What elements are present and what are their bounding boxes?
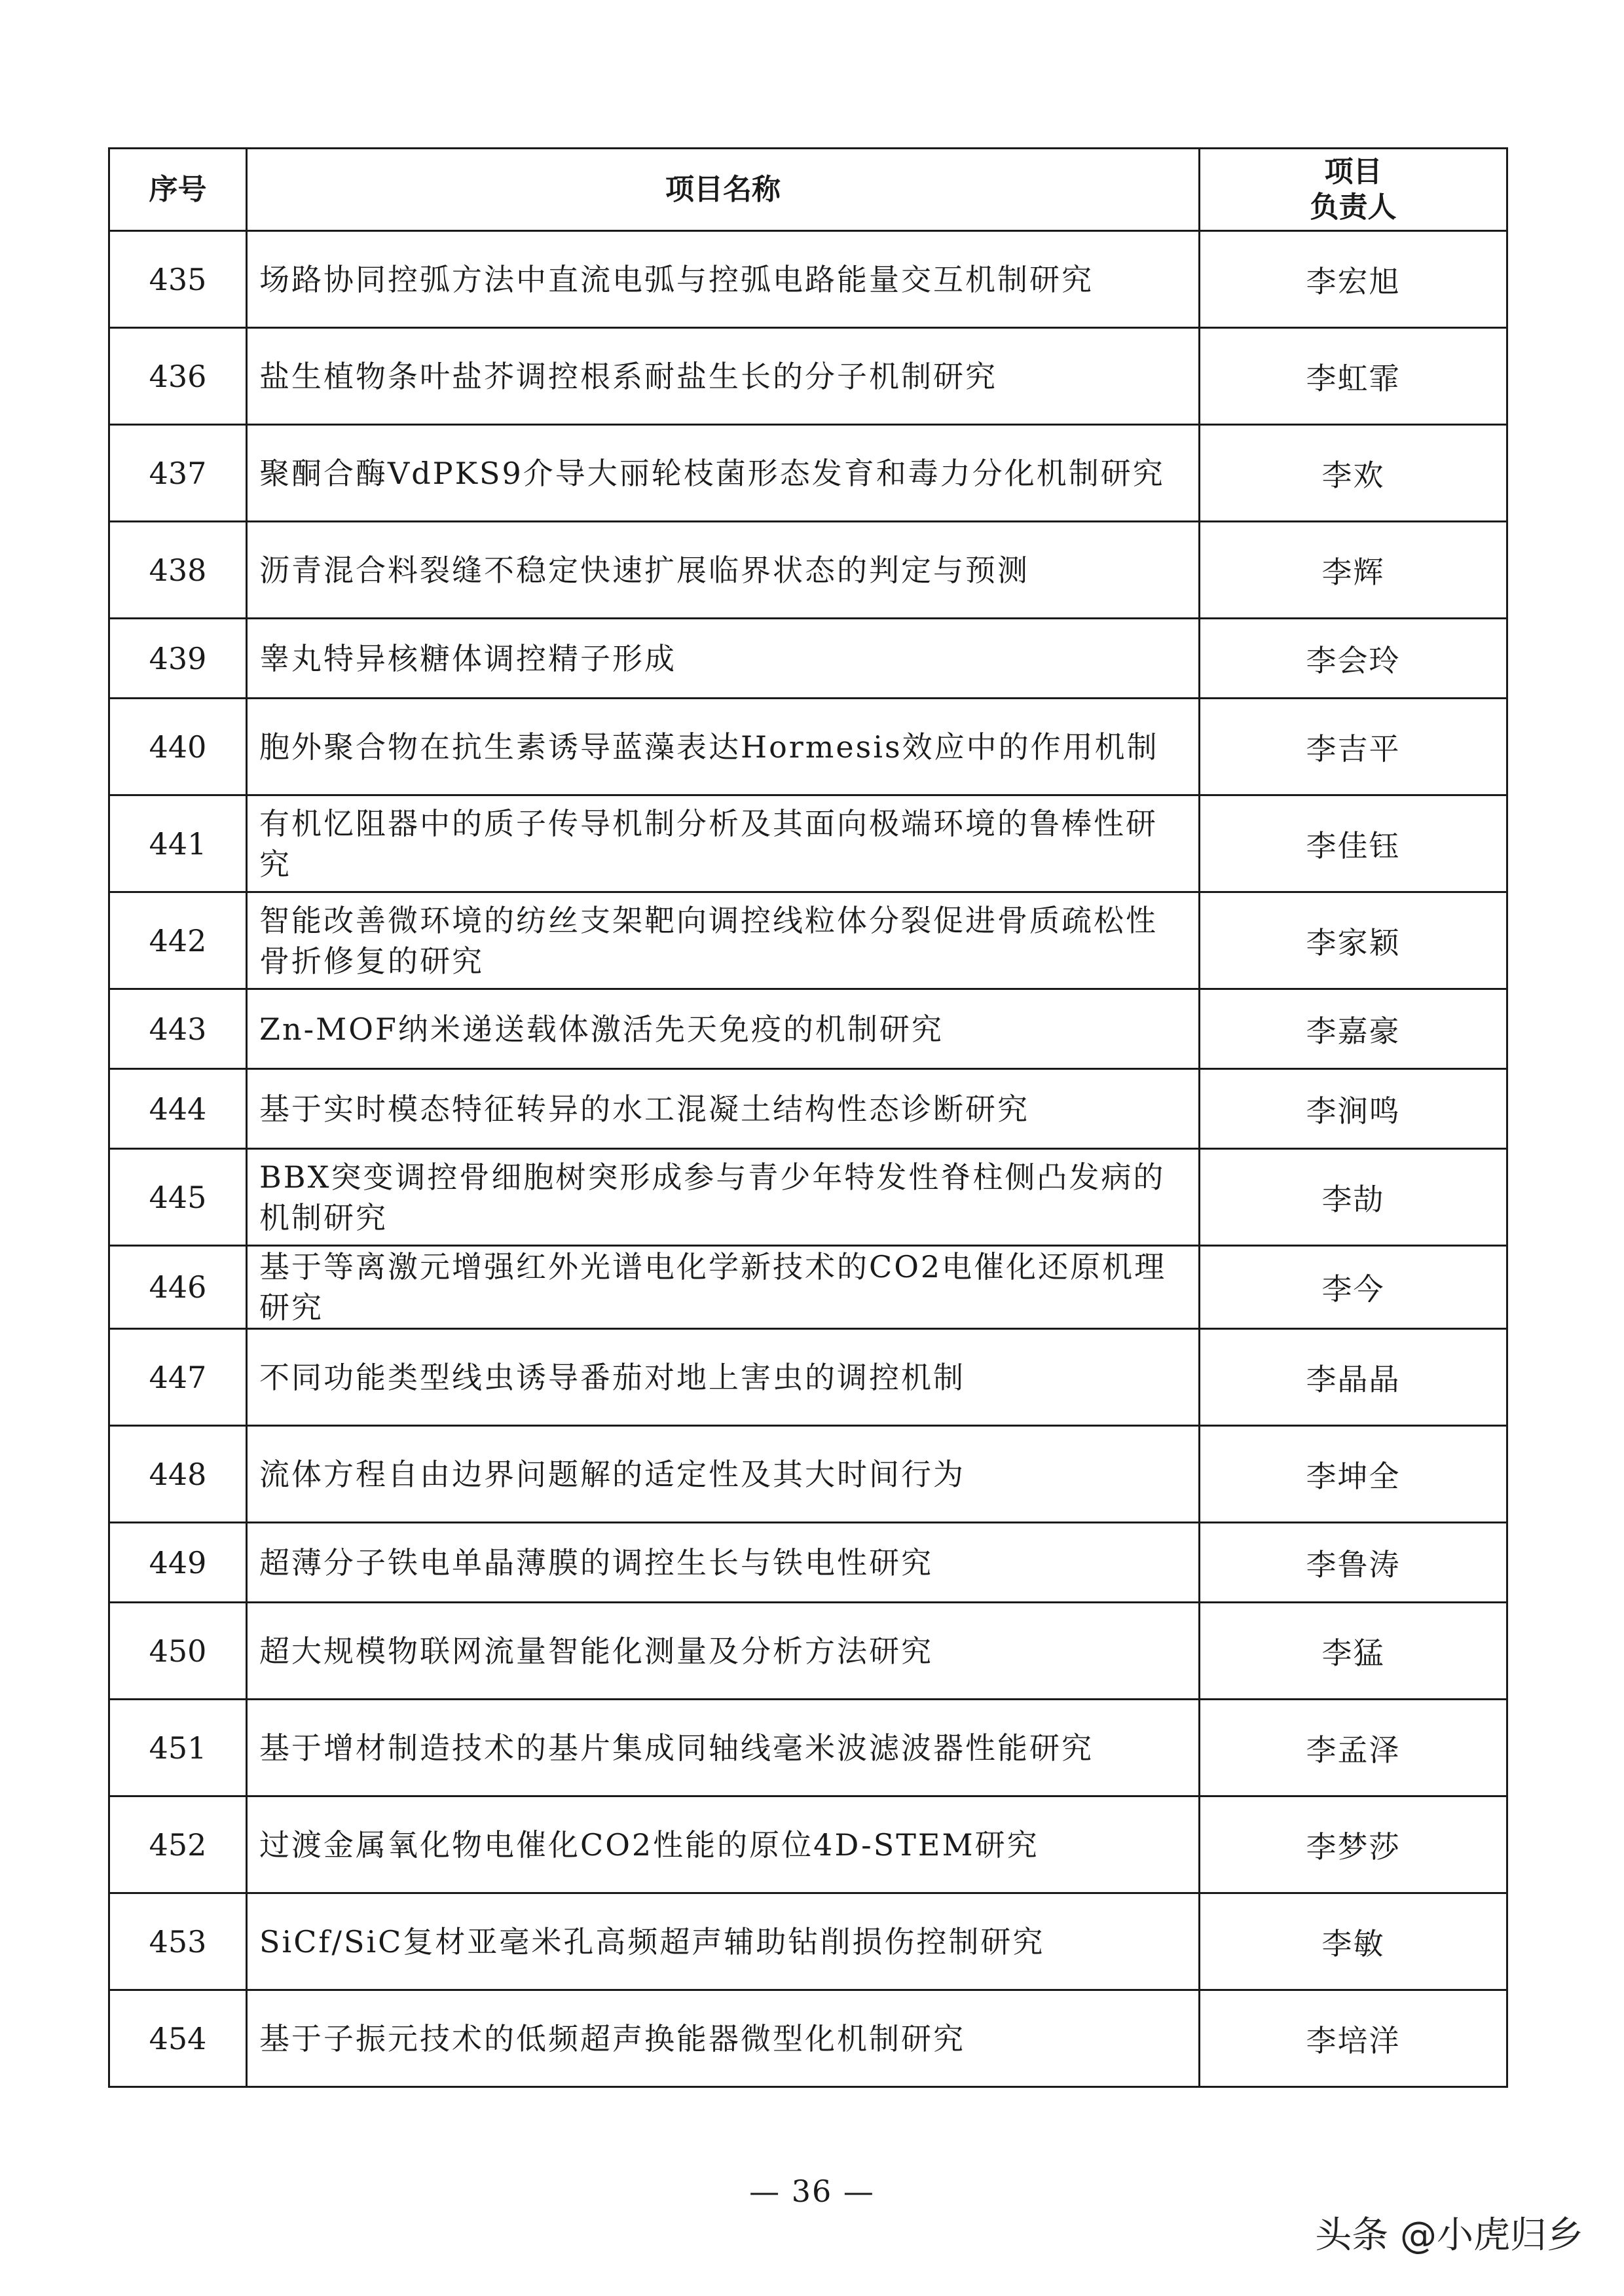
project-name: 胞外聚合物在抗生素诱导蓝藻表达Hormesis效应中的作用机制 [247, 699, 1200, 795]
project-lead: 李敏 [1200, 1893, 1507, 1990]
row-number: 449 [109, 1523, 247, 1603]
header-lead [1200, 149, 1507, 231]
project-name: 聚酮合酶VdPKS9介导大丽轮枝菌形态发育和毒力分化机制研究 [247, 425, 1200, 522]
table-row [109, 1603, 1507, 1700]
project-name: 盐生植物条叶盐芥调控根系耐盐生长的分子机制研究 [247, 328, 1200, 425]
table-row [109, 1990, 1507, 2087]
table-row [109, 425, 1507, 522]
row-number: 444 [109, 1069, 247, 1149]
project-lead: 李嘉豪 [1200, 989, 1507, 1069]
project-name: 智能改善微环境的纺丝支架靶向调控线粒体分裂促进骨质疏松性骨折修复的研究 [247, 892, 1200, 989]
table-row [109, 892, 1507, 989]
project-lead: 李劼 [1200, 1149, 1507, 1246]
project-lead: 李坤全 [1200, 1426, 1507, 1523]
row-number: 443 [109, 989, 247, 1069]
header-name: 项目名称 [247, 149, 1200, 231]
project-name: 沥青混合料裂缝不稳定快速扩展临界状态的判定与预测 [247, 522, 1200, 619]
project-name: 基于子振元技术的低频超声换能器微型化机制研究 [247, 1990, 1200, 2087]
row-number: 445 [109, 1149, 247, 1246]
project-name: 超大规模物联网流量智能化测量及分析方法研究 [247, 1603, 1200, 1700]
project-name: 睾丸特异核糖体调控精子形成 [247, 619, 1200, 699]
project-lead: 李虹霏 [1200, 328, 1507, 425]
project-name: Zn-MOF纳米递送载体激活先天免疫的机制研究 [247, 989, 1200, 1069]
project-lead: 李会玲 [1200, 619, 1507, 699]
row-number: 450 [109, 1603, 247, 1700]
row-number: 447 [109, 1329, 247, 1426]
header-lead-line1: 项目 [1324, 155, 1382, 189]
table-row [109, 1796, 1507, 1893]
table-row [109, 1893, 1507, 1990]
table-row [109, 989, 1507, 1069]
table-row [109, 699, 1507, 795]
table-row [109, 795, 1507, 892]
project-lead: 李吉平 [1200, 699, 1507, 795]
row-number: 440 [109, 699, 247, 795]
project-lead: 李宏旭 [1200, 231, 1507, 328]
table-row [109, 1426, 1507, 1523]
project-name: 流体方程自由边界问题解的适定性及其大时间行为 [247, 1426, 1200, 1523]
table-row [109, 1149, 1507, 1246]
project-name: 有机忆阻器中的质子传导机制分析及其面向极端环境的鲁棒性研究 [247, 795, 1200, 892]
project-name: 基于增材制造技术的基片集成同轴线毫米波滤波器性能研究 [247, 1700, 1200, 1796]
row-number: 453 [109, 1893, 247, 1990]
project-lead: 李涧鸣 [1200, 1069, 1507, 1149]
row-number: 452 [109, 1796, 247, 1893]
table-row [109, 1069, 1507, 1149]
project-lead: 李晶晶 [1200, 1329, 1507, 1426]
project-name: 超薄分子铁电单晶薄膜的调控生长与铁电性研究 [247, 1523, 1200, 1603]
header-row [109, 149, 1507, 231]
row-number: 451 [109, 1700, 247, 1796]
row-number: 448 [109, 1426, 247, 1523]
project-name: 过渡金属氧化物电催化CO2性能的原位4D-STEM研究 [247, 1796, 1200, 1893]
project-lead: 李辉 [1200, 522, 1507, 619]
row-number: 454 [109, 1990, 247, 2087]
project-lead: 李孟泽 [1200, 1700, 1507, 1796]
row-number: 437 [109, 425, 247, 522]
header-lead-line2: 负责人 [1310, 190, 1397, 224]
project-lead: 李鲁涛 [1200, 1523, 1507, 1603]
project-lead: 李欢 [1200, 425, 1507, 522]
table-row [109, 619, 1507, 699]
project-name: 基于等离激元增强红外光谱电化学新技术的CO2电催化还原机理研究 [247, 1246, 1200, 1329]
project-lead: 李家颖 [1200, 892, 1507, 989]
header-no: 序号 [109, 149, 247, 231]
row-number: 439 [109, 619, 247, 699]
project-lead: 李梦莎 [1200, 1796, 1507, 1893]
row-number: 438 [109, 522, 247, 619]
project-name: 不同功能类型线虫诱导番茄对地上害虫的调控机制 [247, 1329, 1200, 1426]
table-row [109, 231, 1507, 328]
project-name: 场路协同控弧方法中直流电弧与控弧电路能量交互机制研究 [247, 231, 1200, 328]
row-number: 446 [109, 1246, 247, 1329]
row-number: 436 [109, 328, 247, 425]
project-name: 基于实时模态特征转异的水工混凝土结构性态诊断研究 [247, 1069, 1200, 1149]
row-number: 441 [109, 795, 247, 892]
table-row [109, 522, 1507, 619]
project-lead: 李猛 [1200, 1603, 1507, 1700]
table-row [109, 1246, 1507, 1329]
page-number: — 36 — [749, 2174, 875, 2209]
project-lead: 李今 [1200, 1246, 1507, 1329]
table-row [109, 328, 1507, 425]
watermark: 头条 @小虎归乡 [1315, 2214, 1583, 2257]
project-name: SiCf/SiC复材亚毫米孔高频超声辅助钻削损伤控制研究 [247, 1893, 1200, 1990]
project-name: BBX突变调控骨细胞树突形成参与青少年特发性脊柱侧凸发病的机制研究 [247, 1149, 1200, 1246]
table-row [109, 1329, 1507, 1426]
project-lead: 李佳钰 [1200, 795, 1507, 892]
project-lead: 李培洋 [1200, 1990, 1507, 2087]
row-number: 442 [109, 892, 247, 989]
project-table [108, 147, 1508, 2088]
table-row [109, 1700, 1507, 1796]
table-row [109, 1523, 1507, 1603]
row-number: 435 [109, 231, 247, 328]
